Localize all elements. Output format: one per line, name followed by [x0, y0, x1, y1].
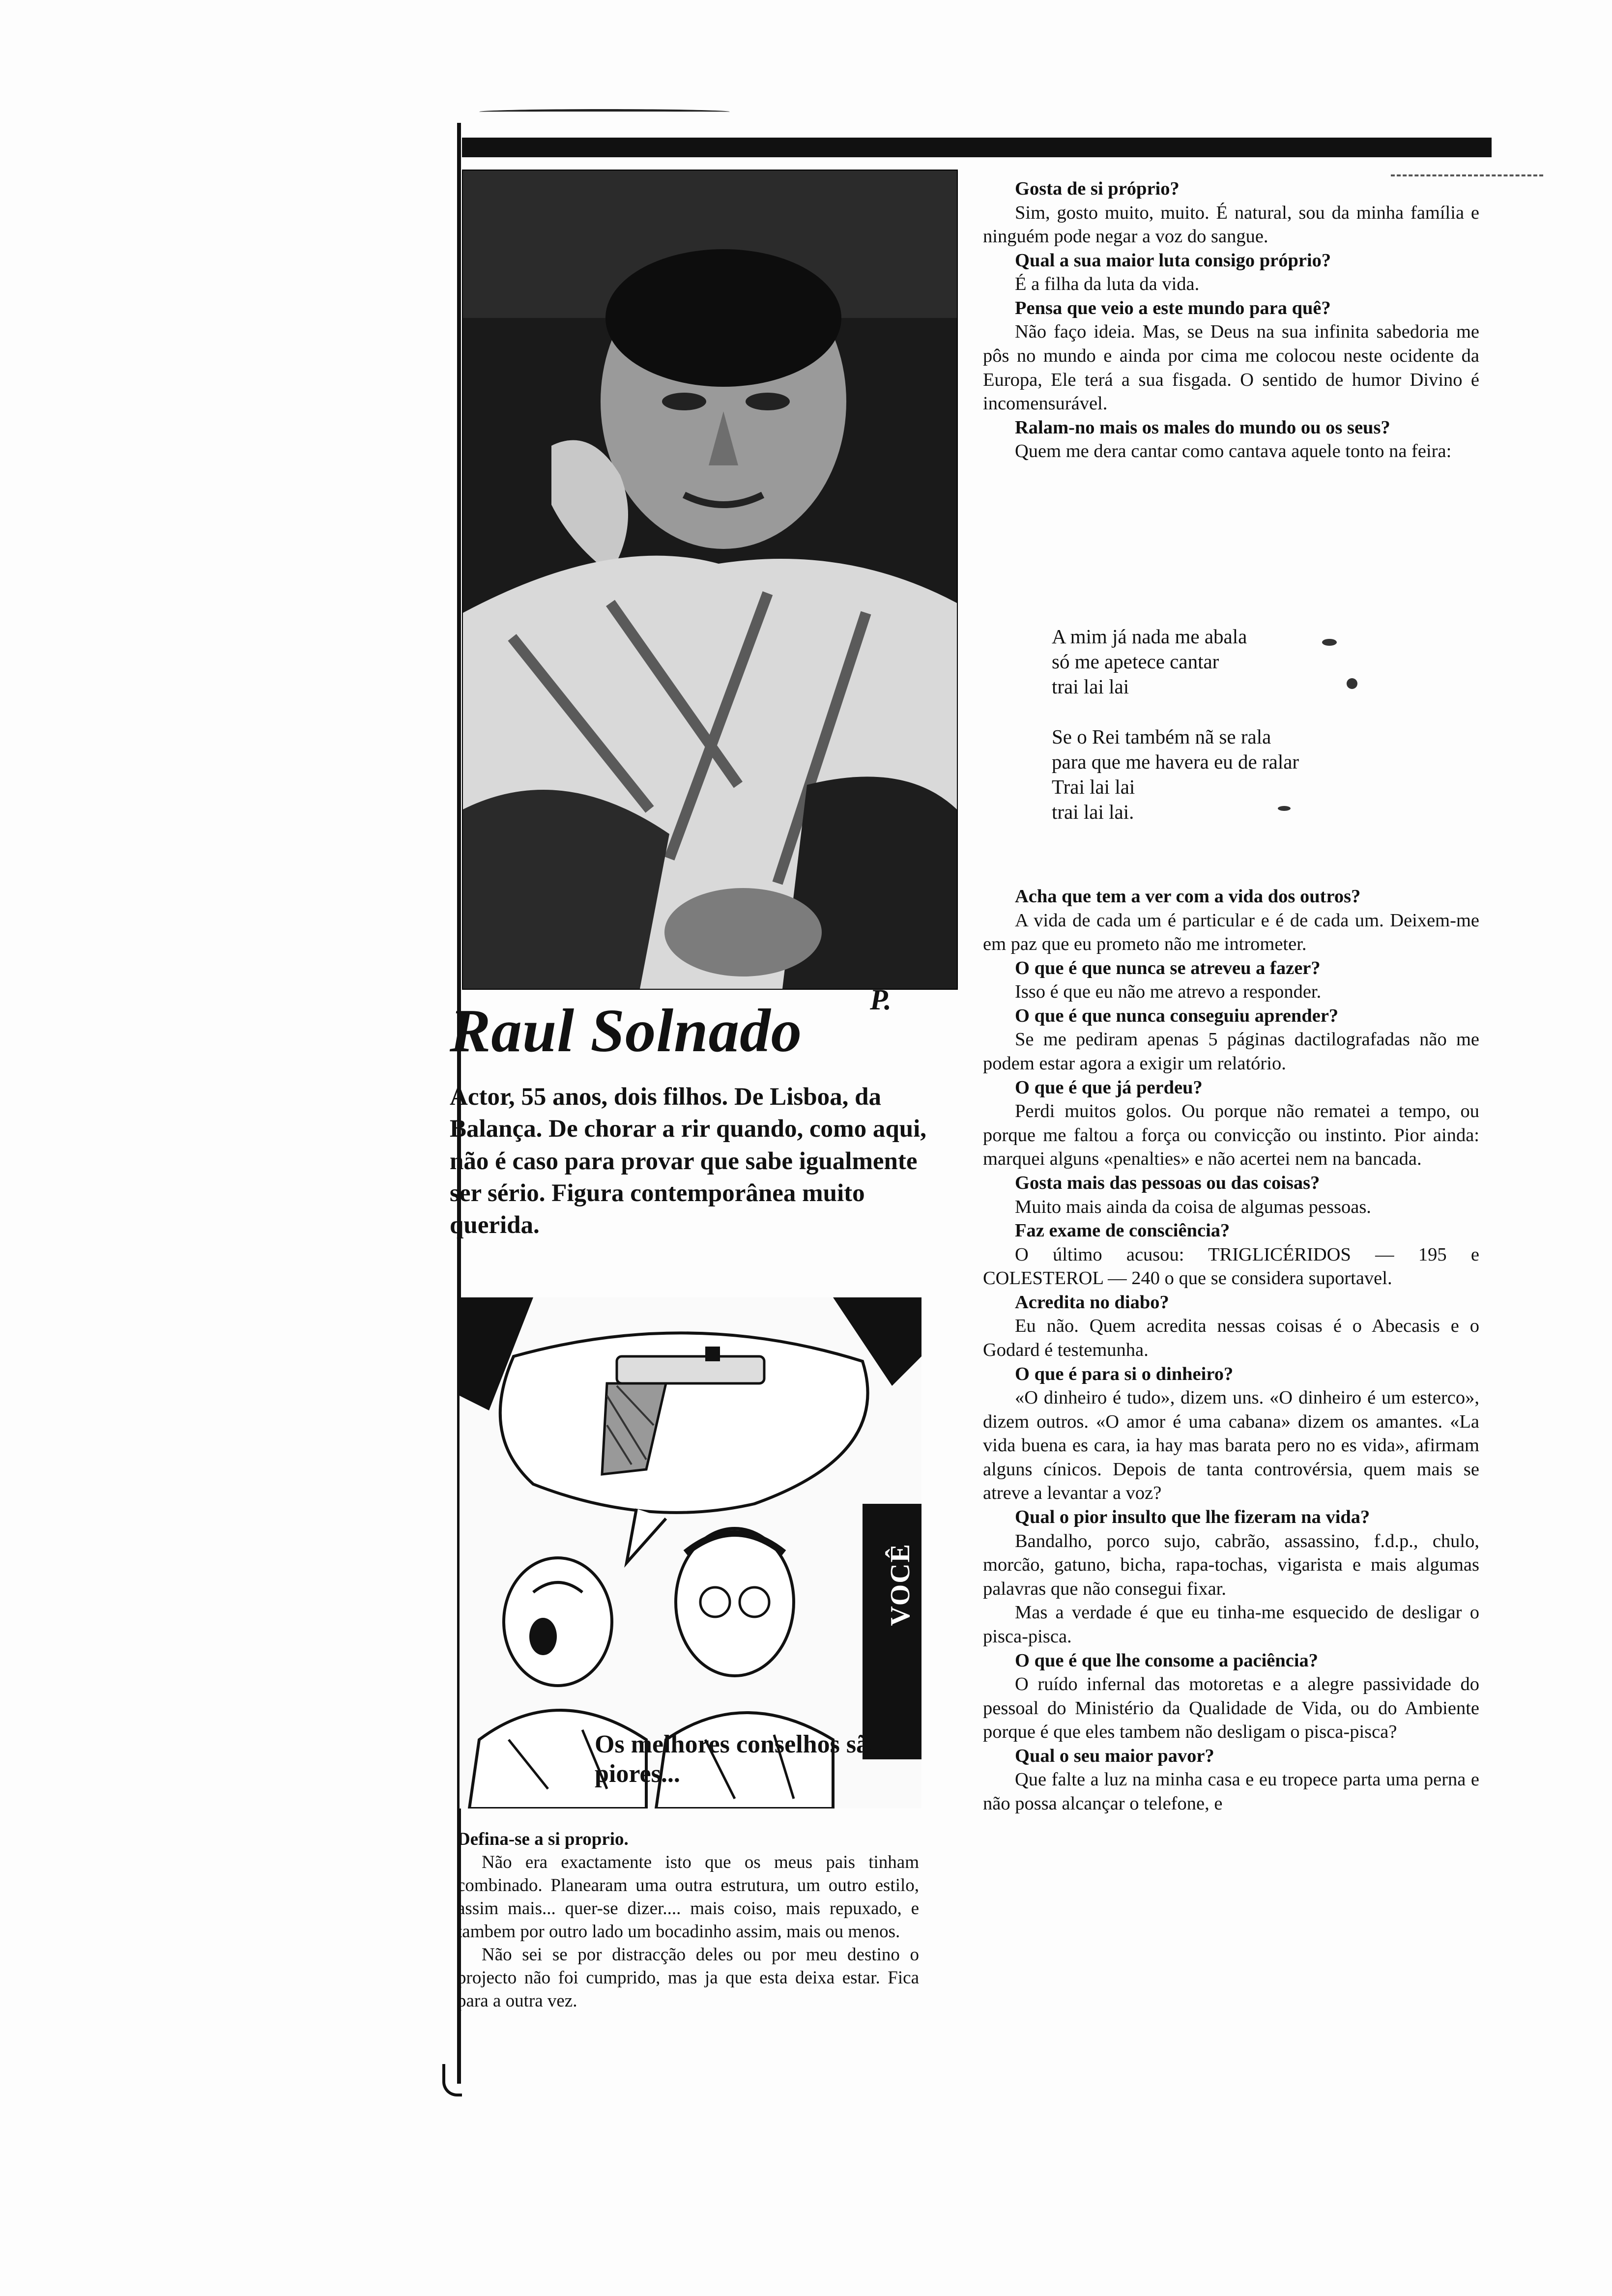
poem-line: para que me havera eu de ralar — [1052, 750, 1299, 774]
answer: O ruído infernal das motoretas e a alegre passividade do pessoal do Ministério da Qualidade de Vida, ou do Ambiente porque é que eles tambem não desligam o pisca-pisca? — [983, 1674, 1479, 1743]
decorative-dashed-rule — [1391, 174, 1543, 176]
answer: A vida de cada um é particular e é de cada um. Deixem-me em paz que eu prometo não me intrometer. — [983, 910, 1479, 955]
answer: Que falte a luz na minha casa e eu tropece parta uma perna e não possa alcançar o telefone, e — [983, 1769, 1479, 1814]
question: O que é que já perdeu? — [1015, 1077, 1203, 1098]
answer: Não faço ideia. Mas, se Deus na sua infinita sabedoria me pôs no mundo e ainda por cima me colocou neste ocidente da Europa, Ele terá a sua fisgada. O sentido de humor Divino é incomensurável. — [983, 321, 1479, 414]
question: O que é para si o dinheiro? — [1015, 1363, 1234, 1384]
answer: O último acusou: TRIGLICÉRIDOS — 195 e COLESTEROL — 240 o que se considera suportavel. — [983, 1244, 1479, 1289]
poem-line: Trai lai lai — [1052, 775, 1135, 799]
question: O que é que nunca conseguiu aprender? — [1015, 1005, 1339, 1026]
question: Acredita no diabo? — [1015, 1292, 1169, 1313]
answer: Eu não. Quem acredita nessas coisas é o Abecasis e o Godard é testemunha. — [983, 1316, 1479, 1360]
poem-line: trai lai lai. — [1052, 800, 1134, 823]
question: Qual a sua maior luta consigo próprio? — [1015, 250, 1331, 271]
scan-noise — [1278, 806, 1291, 811]
right-column-bottom — [983, 885, 1479, 1816]
poem-line: só me apetece cantar — [1052, 650, 1219, 673]
article-bio: Actor, 55 anos, dois filhos. De Lisboa, da Balança. De chorar a rir quando, como aqui, não é caso para provar que sabe igualmente ser sério. Figura contemporânea muito querida. — [450, 1083, 926, 1239]
answer: Se me pediram apenas 5 páginas dactilografadas não me podem estar agora a exigir um relatório. — [983, 1029, 1479, 1074]
question: Gosta mais das pessoas ou das coisas? — [1015, 1172, 1320, 1193]
scan-noise — [1322, 639, 1337, 646]
answer: É a filha da luta da vida. — [1015, 274, 1200, 295]
question: Ralam-no mais os males do mundo ou os seus? — [1015, 417, 1390, 438]
answer: «O dinheiro é tudo», dizem uns. «O dinheiro é um esterco», dizem outros. «O amor é uma cabana» dizem os amantes. «La vida buena es cara, ia hay mas barata pero no es vida», afirmam alguns cínicos. Depois de tanta controvérsia, quem mais se atreve a levantar a voz? — [983, 1387, 1479, 1504]
song-verses — [1052, 624, 1396, 825]
poem-line: Se o Rei também nã se rala — [1052, 725, 1271, 748]
question: O que é que nunca se atreveu a fazer? — [1015, 957, 1321, 978]
article-name: Raul Solnado — [450, 997, 803, 1065]
cartoon-side-label: VOCÊ — [885, 1543, 916, 1626]
answer: Isso é que eu não me atrevo a responder. — [1015, 981, 1322, 1003]
answer: Bandalho, porco sujo, cabrão, assassino, f.d.p., chulo, morcão, gatuno, bicha, rapa-tochas, vigarista e mais algumas palavras que não consegui fixar. — [983, 1530, 1479, 1599]
answer: Sim, gosto muito, muito. É natural, sou da minha família e ninguém pode negar a voz do sangue. — [983, 202, 1479, 247]
answer: Perdi muitos golos. Ou porque não rematei a tempo, ou porque me faltou a força ou convicção ou instinto. Pior ainda: marquei alguns «penalties» e não acertei nem na bancada. — [983, 1101, 1479, 1170]
right-column-top — [983, 177, 1479, 463]
question: Qual o seu maior pavor? — [1015, 1745, 1214, 1766]
question: Defina-se a si proprio. — [457, 1829, 629, 1849]
left-column-text — [457, 1828, 919, 2013]
answer: Muito mais ainda da coisa de algumas pessoas. — [1015, 1196, 1371, 1217]
left-rule-hook — [442, 2064, 462, 2096]
poem-line: trai lai lai — [1052, 675, 1129, 698]
question: O que é que lhe consome a paciência? — [1015, 1650, 1319, 1671]
answer: Quem me dera cantar como cantava aquele tonto na feira: — [1015, 441, 1452, 462]
decorative-top-rule — [479, 109, 730, 115]
portrait-photo — [462, 170, 958, 990]
answer: Não sei se por distracção deles ou por meu destino o projecto não foi cumprido, mas ja que esta deixa estar. Fica para a outra vez. — [457, 1944, 919, 2011]
question: Acha que tem a ver com a vida dos outros? — [1015, 886, 1361, 907]
poem-line: A mim já nada me abala — [1052, 625, 1247, 648]
question: Qual o pior insulto que lhe fizeram na vida? — [1015, 1507, 1370, 1528]
question: Faz exame de consciência? — [1015, 1220, 1230, 1241]
question: Pensa que veio a este mundo para quê? — [1015, 297, 1331, 318]
header-black-bar — [462, 138, 1492, 157]
handwritten-signature: P. — [870, 983, 892, 1016]
answer: Mas a verdade é que eu tinha-me esquecido de desligar o pisca-pisca. — [983, 1602, 1479, 1647]
answer: Não era exactamente isto que os meus pais tinham combinado. Planearam uma outra estrutura, um outro estilo, assim mais... quer-se dizer.... mais coiso, mais repuxado, e tambem por outro lado um bocadinho assim, mais ou menos. — [457, 1852, 919, 1942]
question: Gosta de si próprio? — [1015, 178, 1180, 199]
scan-noise — [1347, 678, 1357, 689]
cartoon-caption: Os melhores conselhos são os piores... — [595, 1730, 911, 1788]
